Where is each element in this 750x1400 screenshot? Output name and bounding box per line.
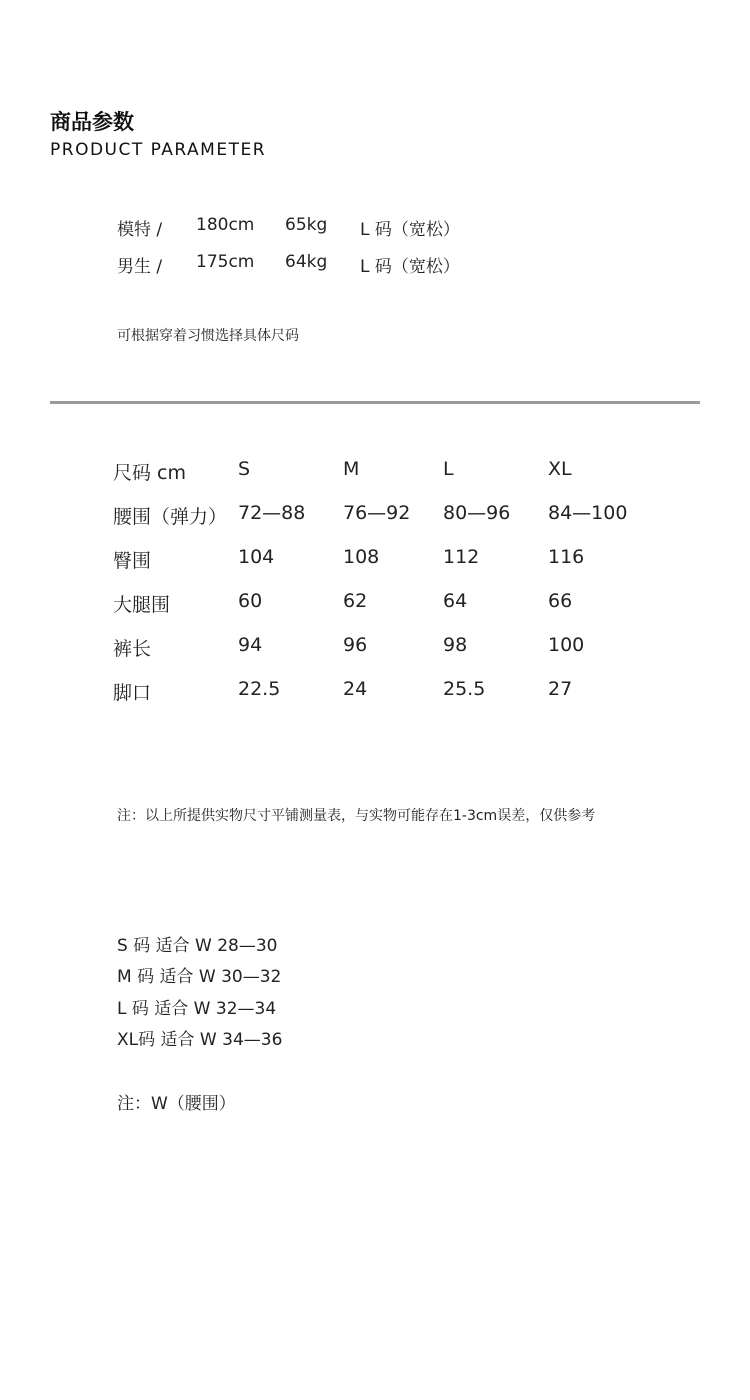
header-cell: M [343,458,360,480]
table-cell: 108 [343,546,380,568]
table-cell: 80—96 [443,502,511,524]
model-label: 男生 / [117,257,163,277]
model-height: 175cm [196,252,255,272]
table-row [113,546,673,574]
table-cell: 60 [238,590,263,612]
table-cell: 100 [548,634,585,656]
table-cell: 22.5 [238,678,281,700]
row-label: 裤长 [113,638,152,660]
table-cell: 64 [443,590,468,612]
model-label: 模特 / [117,220,163,240]
table-row [113,590,673,618]
fit-note: 注：W（腰围） [117,1094,236,1114]
table-cell: 96 [343,634,368,656]
header-cell: S [238,458,251,480]
model-weight: 64kg [285,252,328,272]
table-cell: 94 [238,634,263,656]
section-title: 商品参数 [50,110,134,134]
table-row [113,502,673,530]
table-cell: 98 [443,634,468,656]
model-height: 180cm [196,215,255,235]
row-label: 大腿围 [113,594,171,616]
measurement-note: 注：以上所提供实物尺寸平铺测量表，与实物可能存在1-3cm误差，仅供参考 [117,808,596,824]
row-label: 脚口 [113,682,152,704]
model-size: L 码（宽松） [360,220,460,240]
row-label: 腰围（弹力） [113,506,228,528]
table-cell: 84—100 [548,502,628,524]
header-cell: XL [548,458,572,480]
size-table-header [113,458,673,486]
table-row [113,634,673,662]
fit-guide-item: M 码 适合 W 30—32 [117,967,282,987]
table-cell: 62 [343,590,368,612]
table-cell: 66 [548,590,573,612]
section-subtitle: PRODUCT PARAMETER [50,140,267,160]
model-size: L 码（宽松） [360,257,460,277]
fit-guide-item: L 码 适合 W 32—34 [117,999,277,1019]
table-cell: 104 [238,546,275,568]
table-cell: 27 [548,678,573,700]
table-cell: 25.5 [443,678,486,700]
table-cell: 24 [343,678,368,700]
model-weight: 65kg [285,215,328,235]
divider [50,401,700,404]
fit-guide-item: S 码 适合 W 28—30 [117,936,278,956]
table-cell: 112 [443,546,480,568]
table-cell: 116 [548,546,585,568]
table-cell: 76—92 [343,502,411,524]
header-cell: L [443,458,454,480]
table-row [113,678,673,706]
table-cell: 72—88 [238,502,306,524]
model-info-row [117,215,517,239]
header-cell: 尺码 cm [113,462,186,484]
fit-guide-item: XL码 适合 W 34—36 [117,1030,283,1050]
model-info-row [117,252,517,276]
row-label: 臀围 [113,550,152,572]
size-tip: 可根据穿着习惯选择具体尺码 [117,328,299,344]
